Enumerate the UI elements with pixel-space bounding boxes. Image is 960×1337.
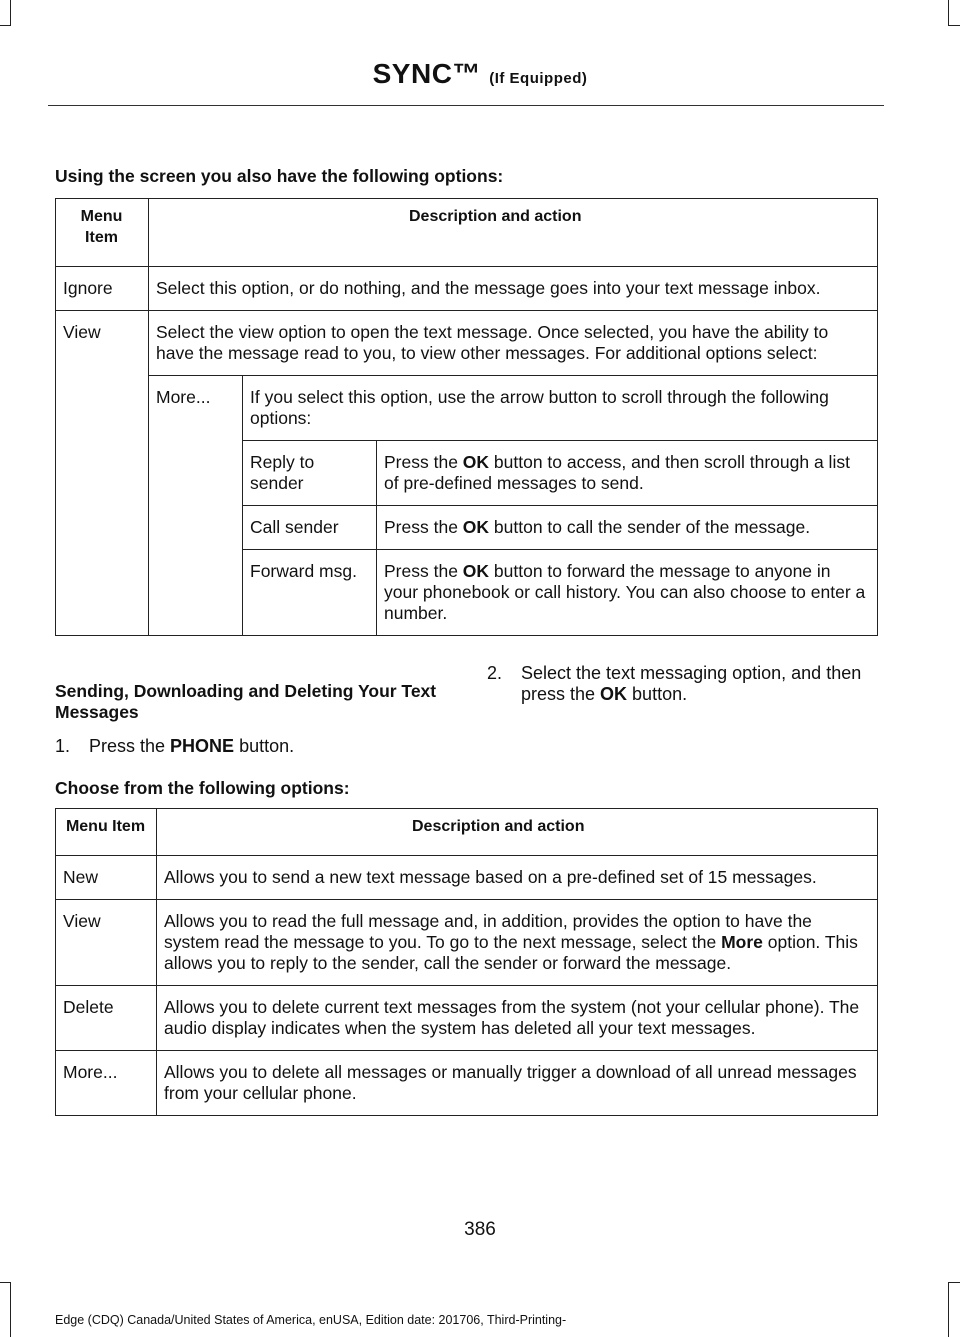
crop-mark-bottom-left-h	[0, 1282, 10, 1283]
table-row	[56, 1051, 878, 1116]
step-number: 2.	[487, 663, 503, 683]
column-header-description: Description and action	[157, 809, 878, 856]
section-heading-screen-options: Using the screen you also have the following options:	[55, 166, 504, 186]
crop-mark-top-left-h	[0, 25, 10, 26]
text-message-options-table	[55, 808, 878, 1116]
ok-keyword: OK	[462, 561, 490, 581]
description-more: Allows you to delete all messages or manually trigger a download of all unread messages from your cellular phone.	[157, 1051, 878, 1116]
description-view: Select the view option to open the text message. Once selected, you have the ability to have the message read to you, to view other messages. For additional options select:	[149, 311, 878, 376]
description-call-sender	[377, 506, 878, 550]
ok-keyword: OK	[462, 517, 490, 537]
crop-mark-top-right-h	[949, 25, 960, 26]
description-more: If you select this option, use the arrow button to scroll through the following options:	[243, 376, 878, 441]
description-forward-msg	[377, 550, 878, 636]
step-2-body	[521, 663, 883, 705]
crop-mark-top-left-v	[10, 0, 11, 26]
column-header-description: Description and action	[149, 199, 878, 267]
table-row	[56, 856, 878, 900]
desc-text: button to forward the message to anyone in your phonebook or call history. You can also choose to enter a number.	[384, 561, 866, 623]
description-reply-to-sender	[377, 441, 878, 506]
option-forward-msg: Forward msg.	[243, 550, 377, 636]
section-heading-choose-options: Choose from the following options:	[55, 778, 350, 798]
option-reply-to-sender: Reply to sender	[243, 441, 377, 506]
table-header-row	[56, 809, 878, 856]
option-call-sender: Call sender	[243, 506, 377, 550]
description-delete: Allows you to delete current text messages from the system (not your cellular phone). The audio display indicates when the system has deleted all your text messages.	[157, 986, 878, 1051]
menu-item-delete: Delete	[56, 986, 157, 1051]
desc-text: Press the	[384, 517, 463, 537]
column-header-menu-item: Menu Item	[56, 809, 157, 856]
table-row	[56, 311, 878, 376]
step-text: Select the text messaging option, and then press the	[521, 663, 862, 704]
crop-mark-bottom-right-h	[949, 1282, 960, 1283]
step-2	[487, 663, 883, 705]
desc-text: Press the	[384, 452, 463, 472]
table-header-row	[56, 199, 878, 267]
submenu-item-more: More...	[149, 376, 243, 636]
menu-item-new: New	[56, 856, 157, 900]
step-text: button.	[627, 684, 688, 704]
desc-text: Press the	[384, 561, 463, 581]
table-row	[56, 900, 878, 986]
menu-item-more: More...	[56, 1051, 157, 1116]
header-title: SYNC™	[372, 58, 481, 89]
menu-item-ignore: Ignore	[56, 267, 149, 311]
desc-text: option. This allows you to reply to the sender, call the sender or forward the message.	[164, 932, 858, 973]
table-row	[56, 376, 878, 441]
step-text: button.	[234, 736, 295, 756]
step-text: Press the	[89, 736, 171, 756]
column-header-menu-item: Menu Item	[56, 199, 149, 267]
step-1	[55, 736, 445, 757]
table-row	[56, 986, 878, 1051]
desc-text: button to access, and then scroll through a list of pre-defined messages to send.	[384, 452, 850, 493]
description-new: Allows you to send a new text message based on a pre-defined set of 15 messages.	[157, 856, 878, 900]
footer-edition-info: Edge (CDQ) Canada/United States of America, enUSA, Edition date: 201706, Third-Printing-	[55, 1313, 567, 1327]
more-keyword: More	[721, 932, 763, 952]
phone-keyword: PHONE	[170, 736, 235, 756]
description-ignore: Select this option, or do nothing, and the message goes into your text message inbox.	[149, 267, 878, 311]
page-header	[0, 58, 960, 90]
menu-item-view: View	[56, 311, 149, 636]
ok-keyword: OK	[600, 684, 628, 704]
table-row	[56, 267, 878, 311]
description-view	[157, 900, 878, 986]
desc-text: button to call the sender of the message.	[489, 517, 811, 537]
step-number: 1.	[55, 736, 71, 756]
screen-options-table	[55, 198, 878, 636]
menu-item-view: View	[56, 900, 157, 986]
page-number: 386	[464, 1219, 496, 1240]
crop-mark-bottom-left-v	[10, 1282, 11, 1337]
desc-text: Allows you to read the full message and, in addition, provides the option to have the system read the message to you. To go to the next message, select the	[164, 911, 812, 952]
ok-keyword: OK	[462, 452, 490, 472]
crop-mark-top-right-v	[948, 0, 949, 26]
section-heading-sending: Sending, Downloading and Deleting Your Text Messages	[55, 681, 437, 722]
header-divider	[48, 105, 884, 106]
header-subtitle: (If Equipped)	[489, 70, 588, 87]
crop-mark-bottom-right-v	[948, 1282, 949, 1337]
